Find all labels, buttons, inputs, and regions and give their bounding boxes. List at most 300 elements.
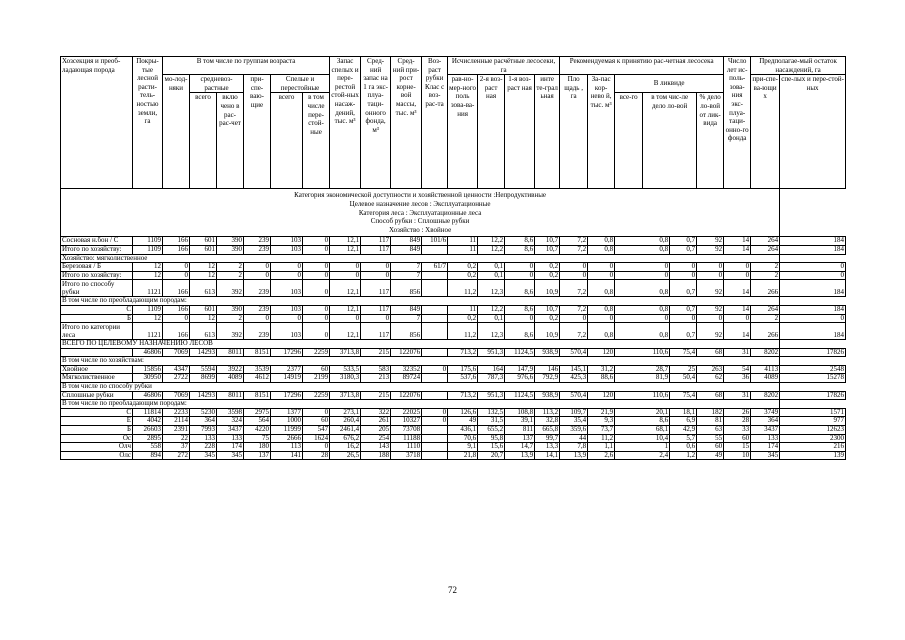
table-cell: 2461,4 [330, 426, 361, 435]
table-cell: 0 [303, 280, 330, 297]
table-cell: 601 [190, 237, 217, 246]
table-row [61, 357, 846, 366]
header-rec-liquid: В ликвиде [615, 75, 724, 93]
table-cell: 68,1 [615, 426, 670, 435]
table-cell: 26,5 [330, 451, 361, 460]
table-cell: 31 [724, 348, 751, 357]
table-cell: 601 [190, 305, 217, 314]
table-cell: 390 [217, 237, 244, 246]
table-cell: 10,4 [615, 434, 670, 443]
header-section-species: Хозсекция и преоб-ладающая порода [61, 57, 133, 189]
section-heading: В том числе по хозяйствам: [61, 357, 780, 366]
table-cell: 0 [303, 271, 330, 280]
table-cell: 1109 [133, 245, 163, 254]
table-cell: 10,9 [535, 280, 560, 297]
table-cell: 0 [615, 271, 670, 280]
header-maturing: при-спе-ваю-щие [244, 75, 271, 189]
table-cell: 32,8 [535, 417, 560, 426]
table-cell: 8011 [217, 391, 244, 400]
table-cell: 30950 [133, 374, 163, 383]
table-row [61, 417, 846, 426]
table-cell: 42,9 [670, 426, 697, 435]
table-cell: 0 [780, 263, 846, 272]
table-row [61, 305, 846, 314]
table-cell: 2 [751, 314, 780, 323]
table-cell: 7,2 [560, 280, 588, 297]
table-cell: 26 [724, 408, 751, 417]
table-cell: 11,2 [448, 323, 478, 340]
row-label: С [61, 408, 133, 417]
header-ripe-all: всего [271, 93, 303, 189]
table-cell: 4089 [751, 374, 780, 383]
table-cell: 120 [588, 391, 615, 400]
table-cell: 976,6 [505, 374, 535, 383]
table-cell: 14919 [271, 374, 303, 383]
table-cell: 22025 [391, 408, 422, 417]
table-cell: 117 [361, 305, 391, 314]
table-cell [422, 374, 448, 383]
table-cell: 215 [361, 348, 391, 357]
table-cell: 787,3 [478, 374, 505, 383]
table-cell: 0,8 [588, 245, 615, 254]
row-label: Итого по категории леса [61, 323, 133, 340]
table-cell: 1,1 [588, 443, 615, 452]
table-cell: 2,4 [615, 451, 670, 460]
table-cell: 0 [163, 314, 190, 323]
row-label: Е [61, 417, 133, 426]
row-label: С [61, 305, 133, 314]
table-cell: 7,2 [560, 305, 588, 314]
table-cell: 0 [271, 271, 303, 280]
table-cell: 0 [422, 365, 448, 374]
row-label: Олс [61, 451, 133, 460]
table-cell: 2548 [780, 365, 846, 374]
table-cell: 184 [780, 280, 846, 297]
table-cell: 1124,5 [505, 391, 535, 400]
table-cell: 2,6 [588, 451, 615, 460]
table-cell: 12 [133, 263, 163, 272]
table-cell: 7,2 [560, 245, 588, 254]
table-cell: 0 [697, 271, 724, 280]
table-cell: 60 [303, 365, 330, 374]
table-cell: 0 [505, 314, 535, 323]
table-cell: 89724 [391, 374, 422, 383]
table-cell: 20,1 [615, 408, 670, 417]
table-cell: 166 [163, 237, 190, 246]
table-cell: 264 [751, 245, 780, 254]
table-cell: 18,1 [670, 408, 697, 417]
table-cell: 856 [391, 323, 422, 340]
table-cell: 0 [780, 271, 846, 280]
table-row [61, 348, 846, 357]
table-cell: 849 [391, 245, 422, 254]
table-cell: 0,2 [448, 263, 478, 272]
table-cell: 166 [163, 280, 190, 297]
table-cell: 75 [244, 434, 271, 443]
table-cell: 120 [588, 348, 615, 357]
table-cell: 0,1 [478, 263, 505, 272]
table-cell: 32352 [391, 365, 422, 374]
header-remaining-stands: Предполагае-мый остаток насаждений, га [751, 57, 846, 75]
table-cell: 11999 [271, 426, 303, 435]
table-cell: 2259 [303, 348, 330, 357]
table-cell: 50,4 [670, 374, 697, 383]
table-cell: 49 [697, 451, 724, 460]
table-cell: 26603 [133, 426, 163, 435]
table-cell: 0 [361, 271, 391, 280]
table-cell: 558 [133, 443, 163, 452]
table-cell: 665,8 [535, 426, 560, 435]
table-row [61, 263, 846, 272]
table-cell: 1109 [133, 305, 163, 314]
table-cell: 117 [361, 245, 391, 254]
table-row [61, 245, 846, 254]
table-cell: 0 [244, 263, 271, 272]
table-cell: 81,9 [615, 374, 670, 383]
table-cell: 2 [751, 263, 780, 272]
table-cell: 12,1 [330, 323, 361, 340]
table-cell: 263 [697, 365, 724, 374]
table-cell: 2377 [271, 365, 303, 374]
table-cell: 0,2 [448, 314, 478, 323]
table-cell: 0 [244, 271, 271, 280]
table-row [61, 271, 846, 280]
table-cell: 345 [190, 451, 217, 460]
table-cell: 12,2 [478, 237, 505, 246]
table-cell: 5,7 [670, 434, 697, 443]
table-cell: 4113 [751, 365, 780, 374]
table-cell: 11,2 [588, 434, 615, 443]
table-cell: 601 [190, 245, 217, 254]
table-row [61, 297, 846, 306]
table-row [61, 426, 846, 435]
table-cell: 103 [271, 280, 303, 297]
table-cell: 14,7 [505, 443, 535, 452]
table-cell: 15,6 [478, 443, 505, 452]
table-cell: 68 [697, 391, 724, 400]
table-cell: 856 [391, 280, 422, 297]
table-cell: 0 [361, 314, 391, 323]
table-cell: 2 [217, 314, 244, 323]
row-label: Б [61, 426, 133, 435]
table-cell: 63 [697, 426, 724, 435]
table-cell: 364 [751, 417, 780, 426]
row-label: Итого по хозяйству: [61, 271, 133, 280]
table-row [61, 280, 846, 297]
header-avg-growth: Сред-ний при-рост корне-вой массы, тыс. м³ [391, 57, 422, 189]
table-cell: 11 [448, 245, 478, 254]
table-cell: 392 [217, 323, 244, 340]
table-cell: 11 [448, 237, 478, 246]
table-cell: 61/7 [422, 263, 448, 272]
table-cell: 273,1 [330, 408, 361, 417]
table-cell: 8202 [751, 348, 780, 357]
table-cell: 0 [303, 323, 330, 340]
table-cell: 0 [422, 408, 448, 417]
table-cell: 147,9 [505, 365, 535, 374]
header-middle-aged: средневоз-растные [190, 75, 244, 93]
table-cell: 145,1 [560, 365, 588, 374]
table-cell: 14 [724, 305, 751, 314]
header-young: мо-лод-няки [163, 75, 190, 189]
table-cell: 1110 [391, 443, 422, 452]
table-cell: 117 [361, 237, 391, 246]
table-cell: 22 [163, 434, 190, 443]
table-cell: 213 [361, 374, 391, 383]
header-years-of-use: Число лет ис-поль-зова-ния экс-плуа-таци-онно-го фонда [724, 57, 751, 189]
table-cell: 0,7 [670, 280, 697, 297]
table-row [61, 340, 846, 349]
table-cell: 951,3 [478, 348, 505, 357]
table-cell: 188 [361, 451, 391, 460]
table-cell [422, 434, 448, 443]
category-line: Категория экономической доступности и хозяйственной ценности :Непродуктивные [294, 191, 547, 200]
table-cell: 54 [724, 365, 751, 374]
table-cell: 1121 [133, 280, 163, 297]
table-cell: 28 [303, 451, 330, 460]
table-cell: 75,4 [670, 391, 697, 400]
table-cell: 0 [560, 271, 588, 280]
section-heading: В том числе по способу рубки [61, 383, 780, 392]
table-cell: 3718 [391, 451, 422, 460]
header-covered-land: Покры-тые лесной расти-тель-ностью земли, га [133, 57, 163, 189]
table-cell [422, 426, 448, 435]
table-cell: 113,2 [535, 408, 560, 417]
table-cell: 95,8 [478, 434, 505, 443]
table-cell: 110,6 [615, 348, 670, 357]
table-cell: 2114 [163, 417, 190, 426]
table-cell: 894 [133, 451, 163, 460]
header-remain-maturing: при-спе-ва-ющи х [751, 75, 780, 189]
table-cell: 39,1 [505, 417, 535, 426]
table-cell: 108,8 [505, 408, 535, 417]
table-cell: 8151 [244, 391, 271, 400]
header-middle-all: всего [190, 93, 217, 189]
table-cell: 174 [751, 443, 780, 452]
table-cell: 2199 [303, 374, 330, 383]
category-block [61, 189, 780, 237]
table-cell: 0 [670, 314, 697, 323]
table-cell: 146 [535, 365, 560, 374]
table-cell: 2975 [244, 408, 271, 417]
table-cell: 0,1 [478, 314, 505, 323]
table-row [61, 365, 846, 374]
table-cell: 0 [303, 408, 330, 417]
table-cell: 0 [505, 271, 535, 280]
table-cell: 3437 [217, 426, 244, 435]
table-cell: 613 [190, 323, 217, 340]
header-cutting-age: Воз-раст рубки Клас с воз-рас-та [422, 57, 448, 189]
table-cell: 166 [163, 323, 190, 340]
table-cell: 12,1 [330, 237, 361, 246]
category-block-row [61, 189, 846, 237]
table-cell: 15856 [133, 365, 163, 374]
table-cell: 345 [217, 451, 244, 460]
table-cell: 4089 [217, 374, 244, 383]
table-cell: 12,1 [330, 305, 361, 314]
table-cell: 14 [724, 237, 751, 246]
table-cell: 109,7 [560, 408, 588, 417]
table-cell: 1109 [133, 237, 163, 246]
table-cell: 14293 [190, 348, 217, 357]
table-cell: 0,8 [615, 305, 670, 314]
table-cell: 13,9 [505, 451, 535, 460]
table-cell: 0,1 [478, 271, 505, 280]
table-cell: 139 [780, 451, 846, 460]
table-cell: 239 [244, 305, 271, 314]
table-cell: 14 [724, 323, 751, 340]
table-row [61, 434, 846, 443]
row-label: Березовая / Б [61, 263, 133, 272]
table-cell: 166 [163, 245, 190, 254]
table-cell: 0 [330, 314, 361, 323]
table-cell [422, 271, 448, 280]
row-label: Ос [61, 434, 133, 443]
table-cell: 676,2 [330, 434, 361, 443]
table-cell: 143 [361, 443, 391, 452]
table-cell: 113 [271, 443, 303, 452]
table-cell: 7069 [163, 348, 190, 357]
table-cell: 0 [724, 263, 751, 272]
table-cell: 3713,8 [330, 391, 361, 400]
table-cell: 12 [190, 271, 217, 280]
table-cell: 266 [751, 323, 780, 340]
header-calc-second-age: 2-я воз-раст ная [478, 75, 505, 189]
header-calc-integral: инте те-грал ьная [535, 75, 560, 189]
table-cell: 4220 [244, 426, 271, 435]
table-cell: 938,9 [535, 348, 560, 357]
table-row [61, 237, 846, 246]
section-heading: В том числе по преобладающим породам: [61, 400, 780, 409]
table-cell: 3437 [751, 426, 780, 435]
table-cell: 10 [724, 451, 751, 460]
table-cell [422, 451, 448, 460]
table-cell: 101/6 [422, 237, 448, 246]
table-cell: 15 [724, 443, 751, 452]
table-cell: 533,5 [330, 365, 361, 374]
table-cell: 36 [724, 374, 751, 383]
row-label: Олч [61, 443, 133, 452]
table-cell: 0 [697, 314, 724, 323]
table-cell: 260,4 [330, 417, 361, 426]
table-row [61, 408, 846, 417]
section-heading: Хозяйство: мягколиственное [61, 254, 780, 263]
table-cell: 0 [330, 271, 361, 280]
table-cell: 8,6 [505, 245, 535, 254]
table-cell: 655,2 [478, 426, 505, 435]
table-cell: 12,2 [478, 245, 505, 254]
table-cell: 1571 [780, 408, 846, 417]
table-cell: 14 [724, 245, 751, 254]
table-cell: 4042 [133, 417, 163, 426]
table-cell: 1000 [271, 417, 303, 426]
table-cell: 0 [560, 314, 588, 323]
table-cell: 137 [244, 451, 271, 460]
table-cell: 792,9 [535, 374, 560, 383]
table-cell: 8,6 [505, 305, 535, 314]
table-cell: 390 [217, 245, 244, 254]
table-cell: 92 [697, 305, 724, 314]
table-cell: 1124,5 [505, 348, 535, 357]
table-row [61, 314, 846, 323]
row-label: Итого по хозяйству: [61, 245, 133, 254]
table-cell: 12,1 [330, 280, 361, 297]
table-cell: 184 [780, 237, 846, 246]
table-cell: 4612 [244, 374, 271, 383]
table-cell: 7 [391, 271, 422, 280]
table-cell: 359,6 [560, 426, 588, 435]
header-ripe-overripe-incl: в том числе пере-стой-ные [303, 93, 330, 189]
table-cell: 17826 [780, 348, 846, 357]
table-cell: 7993 [190, 426, 217, 435]
table-cell: 216 [780, 443, 846, 452]
table-cell: 75,4 [670, 348, 697, 357]
row-label: Сплошные рубки [61, 391, 133, 400]
table-cell: 3713,8 [330, 348, 361, 357]
table-cell: 0,6 [670, 443, 697, 452]
table-cell [422, 305, 448, 314]
table-cell: 0,8 [615, 323, 670, 340]
table-cell: 137 [505, 434, 535, 443]
table-cell: 3180,3 [330, 374, 361, 383]
table-cell [422, 245, 448, 254]
table-cell: 103 [271, 237, 303, 246]
table-cell: 849 [391, 305, 422, 314]
table-cell: 0,8 [615, 280, 670, 297]
table-cell: 390 [217, 305, 244, 314]
table-cell: 0 [303, 305, 330, 314]
table-row [61, 374, 846, 383]
table-cell: 37 [163, 443, 190, 452]
table-cell: 68 [697, 348, 724, 357]
table-cell: 324 [217, 417, 244, 426]
table-cell: 1377 [271, 408, 303, 417]
table-cell: 9,3 [588, 417, 615, 426]
table-cell: 239 [244, 245, 271, 254]
table-cell [422, 314, 448, 323]
table-cell: 1,2 [670, 451, 697, 460]
table-cell: 49 [448, 417, 478, 426]
table-cell: 31 [724, 391, 751, 400]
table-cell: 10327 [391, 417, 422, 426]
table-cell: 228 [190, 443, 217, 452]
table-cell: 11,2 [448, 280, 478, 297]
table-cell: 46806 [133, 391, 163, 400]
table-row [61, 383, 846, 392]
table-cell: 0,8 [588, 323, 615, 340]
table-cell: 10,7 [535, 245, 560, 254]
table-cell: 17296 [271, 348, 303, 357]
table-cell: 4347 [163, 365, 190, 374]
table-cell: 13,9 [560, 451, 588, 460]
table-cell: 0,7 [670, 245, 697, 254]
table-cell: 10,7 [535, 305, 560, 314]
header-remain-ripe: спе-лых и пере-стой-ных [780, 75, 846, 189]
table-cell: 0 [244, 314, 271, 323]
table-row [61, 391, 846, 400]
table-cell: 2 [217, 271, 244, 280]
table-cell: 62 [697, 374, 724, 383]
table-cell: 0,8 [615, 237, 670, 246]
table-cell: 849 [391, 237, 422, 246]
table-cell: 103 [271, 305, 303, 314]
table-cell: 7,8 [560, 443, 588, 452]
table-cell: 436,1 [448, 426, 478, 435]
table-cell: 0 [271, 314, 303, 323]
table-cell: 0 [271, 263, 303, 272]
table-cell: 8151 [244, 348, 271, 357]
table-cell: 92 [697, 323, 724, 340]
